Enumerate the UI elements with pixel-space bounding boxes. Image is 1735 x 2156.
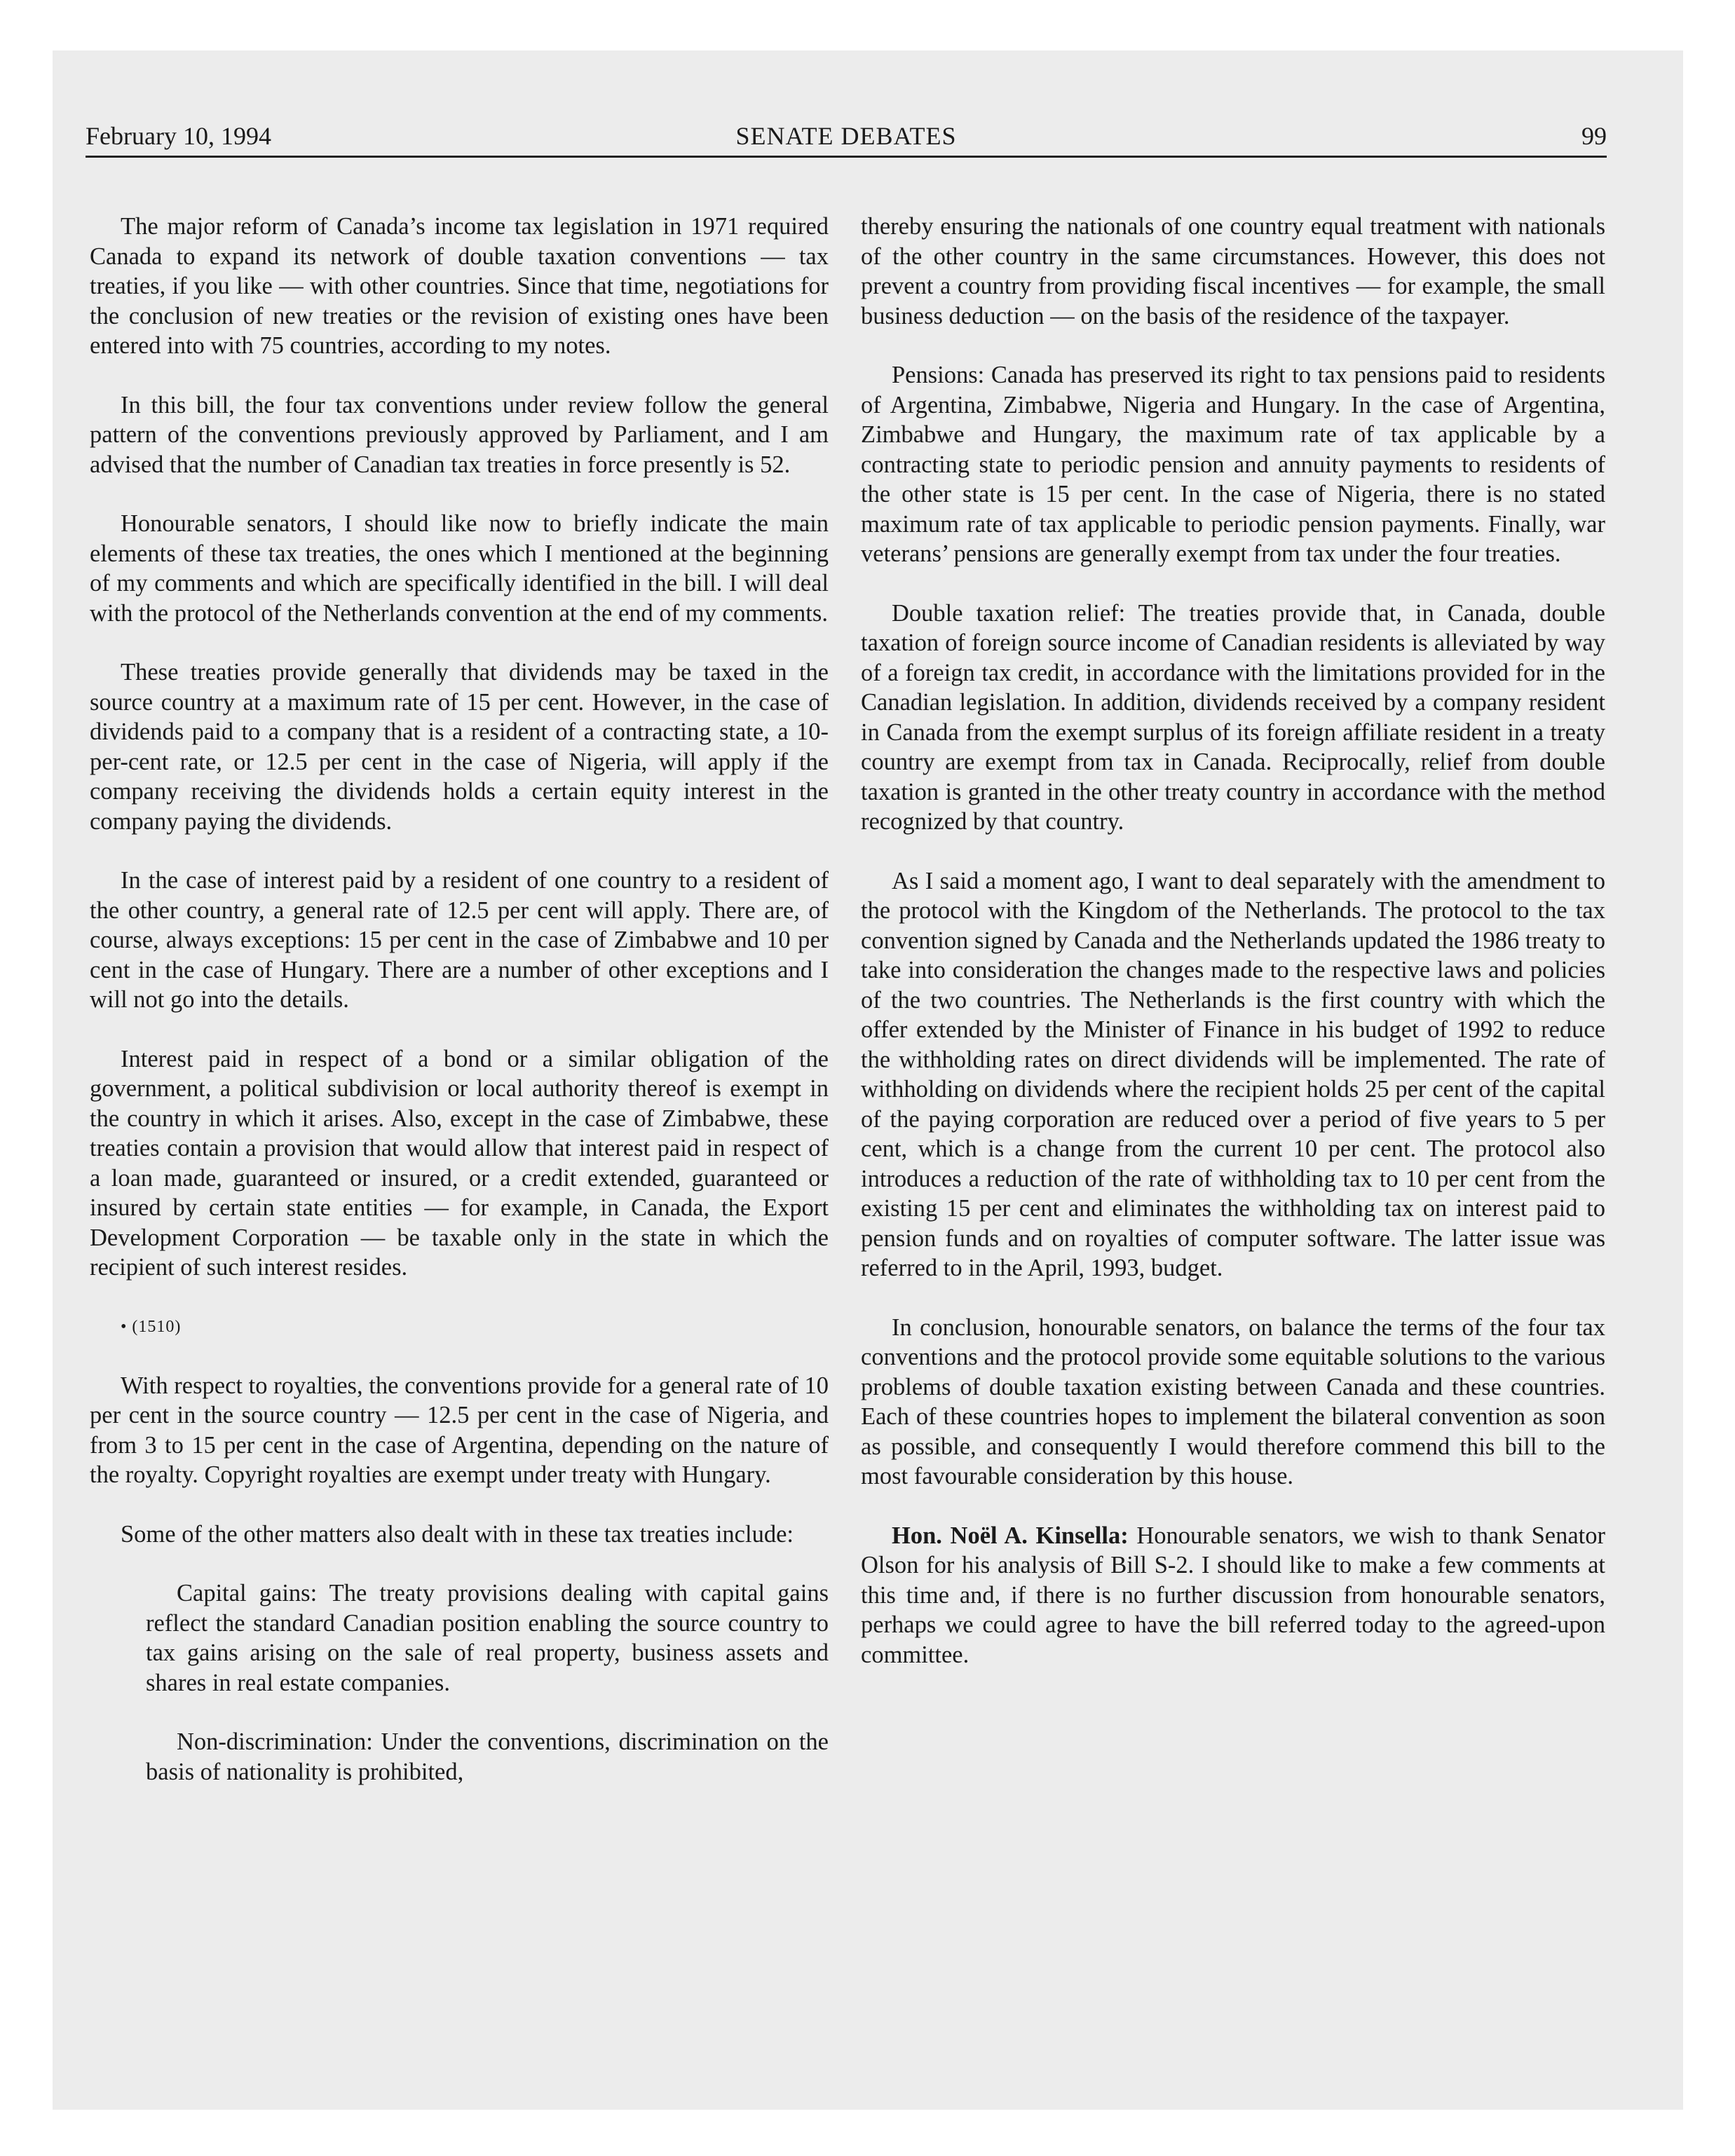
paragraph: As I said a moment ago, I want to deal separately with the amendment to the protocol with the Kingdom of the Netherlands. The protocol to the tax convention signed by Canada and the Netherlands updated the 1986 treaty to take into consideration the changes made to the respective laws and policies of the two countries. The Netherlands is the first country with which the offer extended by the Minister of Finance in his budget of 1992 to reduce the withholding rates on direct dividends will be implemented. The rate of withholding on dividends where the recipient holds 25 per cent of the capital of the paying corporation are reduced over a period of five years to 5 per cent, which is a change from the current 10 per cent. The protocol also introduces a reduction of the rate of withholding tax to 10 per cent from the existing 15 per cent and eliminates the withholding tax on interest paid to pension funds and on royalties of computer software. The latter issue was referred to in the April, 1993, budget.	[861, 867, 1605, 1281]
paragraph: These treaties provide generally that dividends may be taxed in the source country at a maximum rate of 15 per cent. However, in the case of dividends paid to a company that is a resident of a contracting state, a 10-per-cent rate, or 12.5 per cent in the case of Nigeria, will apply if the company receiving the dividends holds a certain equity interest in the company paying the dividends.	[90, 659, 829, 835]
left-column	[90, 212, 829, 1816]
paragraph: Honourable senators, I should like now to briefly indicate the main elements of these tax treaties, the ones which I mentioned at the beginning of my comments and which are specifically identified in the bill. I will deal with the protocol of the Netherlands convention at the end of my comments.	[90, 510, 829, 627]
paragraph-continuation: thereby ensuring the nationals of one country equal treatment with nationals of the other country in the same circumstances. However, this does not prevent a country from providing fiscal incentives — for example, the small business deduction — on the basis of the residence of the taxpayer.	[861, 213, 1605, 329]
paragraph: With respect to royalties, the conventions provide for a general rate of 10 per cent in the source country — 12.5 per cent in the case of Nigeria, and from 3 to 15 per cent in the case of Argentina, depending on the nature of the royalty. Copyright royalties are exempt under treaty with Hungary.	[90, 1372, 829, 1488]
speech-text: Honourable senators, we wish to thank Senator Olson for his analysis of Bill S-2. I should like to make a few comments at this time and, if there is no further discussion from honourable senators, perhaps we could agree to have the bill referred today to the agreed-upon committee.	[861, 1522, 1605, 1668]
list-item-non-discrimination: Non-discrimination: Under the conventions, discrimination on the basis of nationality is prohibited,	[146, 1728, 829, 1785]
header-title: SENATE DEBATES	[735, 122, 957, 150]
time-stamp: • (1510)	[121, 1317, 182, 1336]
list-item-pensions: Pensions: Canada has preserved its right to tax pensions paid to residents of Argentina, Zimbabwe, Nigeria and Hungary. In the case of Argentina, Zimbabwe and Hungary, the maximum rate of tax applicable by a contracting state to periodic pension and annuity payments to residents of the other state is 15 per cent. In the case of Nigeria, there is no stated maximum rate of tax applicable to periodic pension payments. Finally, war veterans’ pensions are generally exempt from tax under the four treaties.	[861, 362, 1605, 567]
speech-paragraph	[861, 1521, 1605, 1670]
paragraph: In the case of interest paid by a resident of one country to a resident of the other country, a general rate of 12.5 per cent will apply. There are, of course, always exceptions: 15 per cent in the case of Zimbabwe and 10 per cent in the case of Hungary. There are a number of other exceptions and I will not go into the details.	[90, 867, 829, 1013]
paragraph: Some of the other matters also dealt with in these tax treaties include:	[121, 1520, 794, 1548]
paragraph: Interest paid in respect of a bond or a similar obligation of the government, a political subdivision or local authority thereof is exempt in the country in which it arises. Also, except in the case of Zimbabwe, these treaties contain a provision that would allow that interest paid in respect of a loan made, guaranteed or insured, or a credit extended, guaranteed or insured by certain state entities — for example, in Canada, the Export Development Corporation — be taxable only in the state in which the recipient of such interest resides.	[90, 1045, 829, 1281]
paragraph: The major reform of Canada’s income tax legislation in 1971 required Canada to expand its network of double taxation conventions — tax treaties, if you like — with other countries. Since that time, negotiations for the conclusion of new treaties or the revision of existing ones have been entered into with 75 countries, according to my notes.	[90, 213, 829, 359]
header-date: February 10, 1994	[86, 122, 271, 150]
list-item-capital-gains: Capital gains: The treaty provisions dealing with capital gains reflect the standard Canadian position enabling the source country to tax gains arising on the sale of real property, business assets and shares in real estate companies.	[146, 1580, 829, 1696]
paragraph: In this bill, the four tax conventions under review follow the general pattern of the conventions previously approved by Parliament, and I am advised that the number of Canadian tax treaties in force presently is 52.	[90, 391, 829, 478]
list-item-double-taxation-relief: Double taxation relief: The treaties provide that, in Canada, double taxation of foreign source income of Canadian residents is alleviated by way of a foreign tax credit, in accordance with the limitations provided for in the Canadian legislation. In addition, dividends received by a company resident in Canada from the exempt surplus of its foreign affiliate resident in a treaty country are exempt from tax in Canada. Reciprocally, relief from double taxation is granted in the other treaty country in accordance with the method recognized by that country.	[861, 599, 1605, 835]
speaker-name: Hon. Noël A. Kinsella:	[892, 1522, 1129, 1549]
page-header	[86, 121, 1607, 158]
right-column	[861, 212, 1605, 1699]
paragraph: In conclusion, honourable senators, on balance the terms of the four tax conventions and the protocol provide some equitable solutions to the various problems of double taxation existing between Canada and these countries. Each of these countries hopes to implement the bilateral convention as soon as possible, and consequently I would therefore commend this bill to the most favourable consideration by this house.	[861, 1314, 1605, 1489]
page-number: 99	[1581, 122, 1607, 150]
